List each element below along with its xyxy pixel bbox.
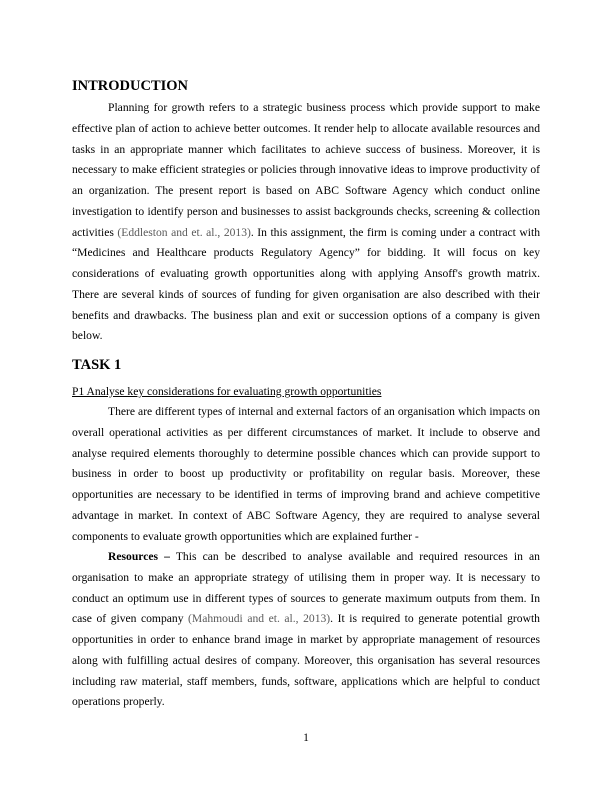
introduction-heading: INTRODUCTION	[72, 78, 189, 94]
resources-paragraph	[72, 547, 540, 713]
introduction-text-part-2: . In this assignment, the firm is coming under a contract with “Medicines and Healthcare products Regulatory Agency” for bidding. It will focus on key considerations of evaluating growth opportunities along with applying Ansoff's growth matrix. There are several kinds of sources of funding for given organisation are also described with their benefits and drawbacks. The business plan and exit or succession options of a company is given below.	[72, 225, 540, 343]
task1-paragraph: There are different types of internal and external factors of an organisation which impacts on overall operational activities as per different circumstances of market. It include to observe and analyse required elements thoroughly to determine possible chances which can provide support to business in order to boost up productivity or profitability on regular basis. Moreover, these opportunities are necessary to be identified in terms of improving brand and achieve competitive advantage in market. In context of ABC Software Agency, they are required to analyse several components to evaluate growth opportunities which are explained further -	[72, 405, 540, 543]
task1-heading: TASK 1	[72, 357, 122, 373]
introduction-paragraph	[72, 98, 540, 347]
resources-text-part-1: This can be described to analyse available and required resources in an organisation to make an appropriate strategy of utilising them in proper way. It is necessary to conduct an optimum use in different types of sources to generate maximum outputs from them. In case of given company	[72, 550, 540, 626]
resources-text-part-2: . It is required to generate potential growth opportunities in order to enhance brand image in market by appropriate management of resources along with fulfilling actual desires of company. Moreover, this organisation has several resources including raw material, staff members, funds, software, applications which are helpful to conduct operations properly.	[72, 612, 540, 709]
citation-mahmoudi: (Mahmoudi and et. al., 2013)	[188, 612, 331, 626]
introduction-text-part-1: Planning for growth refers to a strategic business process which provide support to make effective plan of action to achieve better outcomes. It render help to allocate available resources and tasks in an appropriate manner which facilitates to achieve success of business. Moreover, it is necessary to make efficient strategies or policies through innovative ideas to improve productivity of an organization. The present report is based on ABC Software Agency which conduct online investigation to identify person and businesses to assist backgrounds checks, screening & collection activities	[72, 101, 540, 239]
page-number: 1	[303, 731, 309, 744]
citation-eddleston: (Eddleston and et. al., 2013)	[117, 225, 251, 239]
p1-subheading: P1 Analyse key considerations for evaluating growth opportunities	[72, 385, 382, 398]
resources-term: Resources –	[108, 550, 170, 563]
